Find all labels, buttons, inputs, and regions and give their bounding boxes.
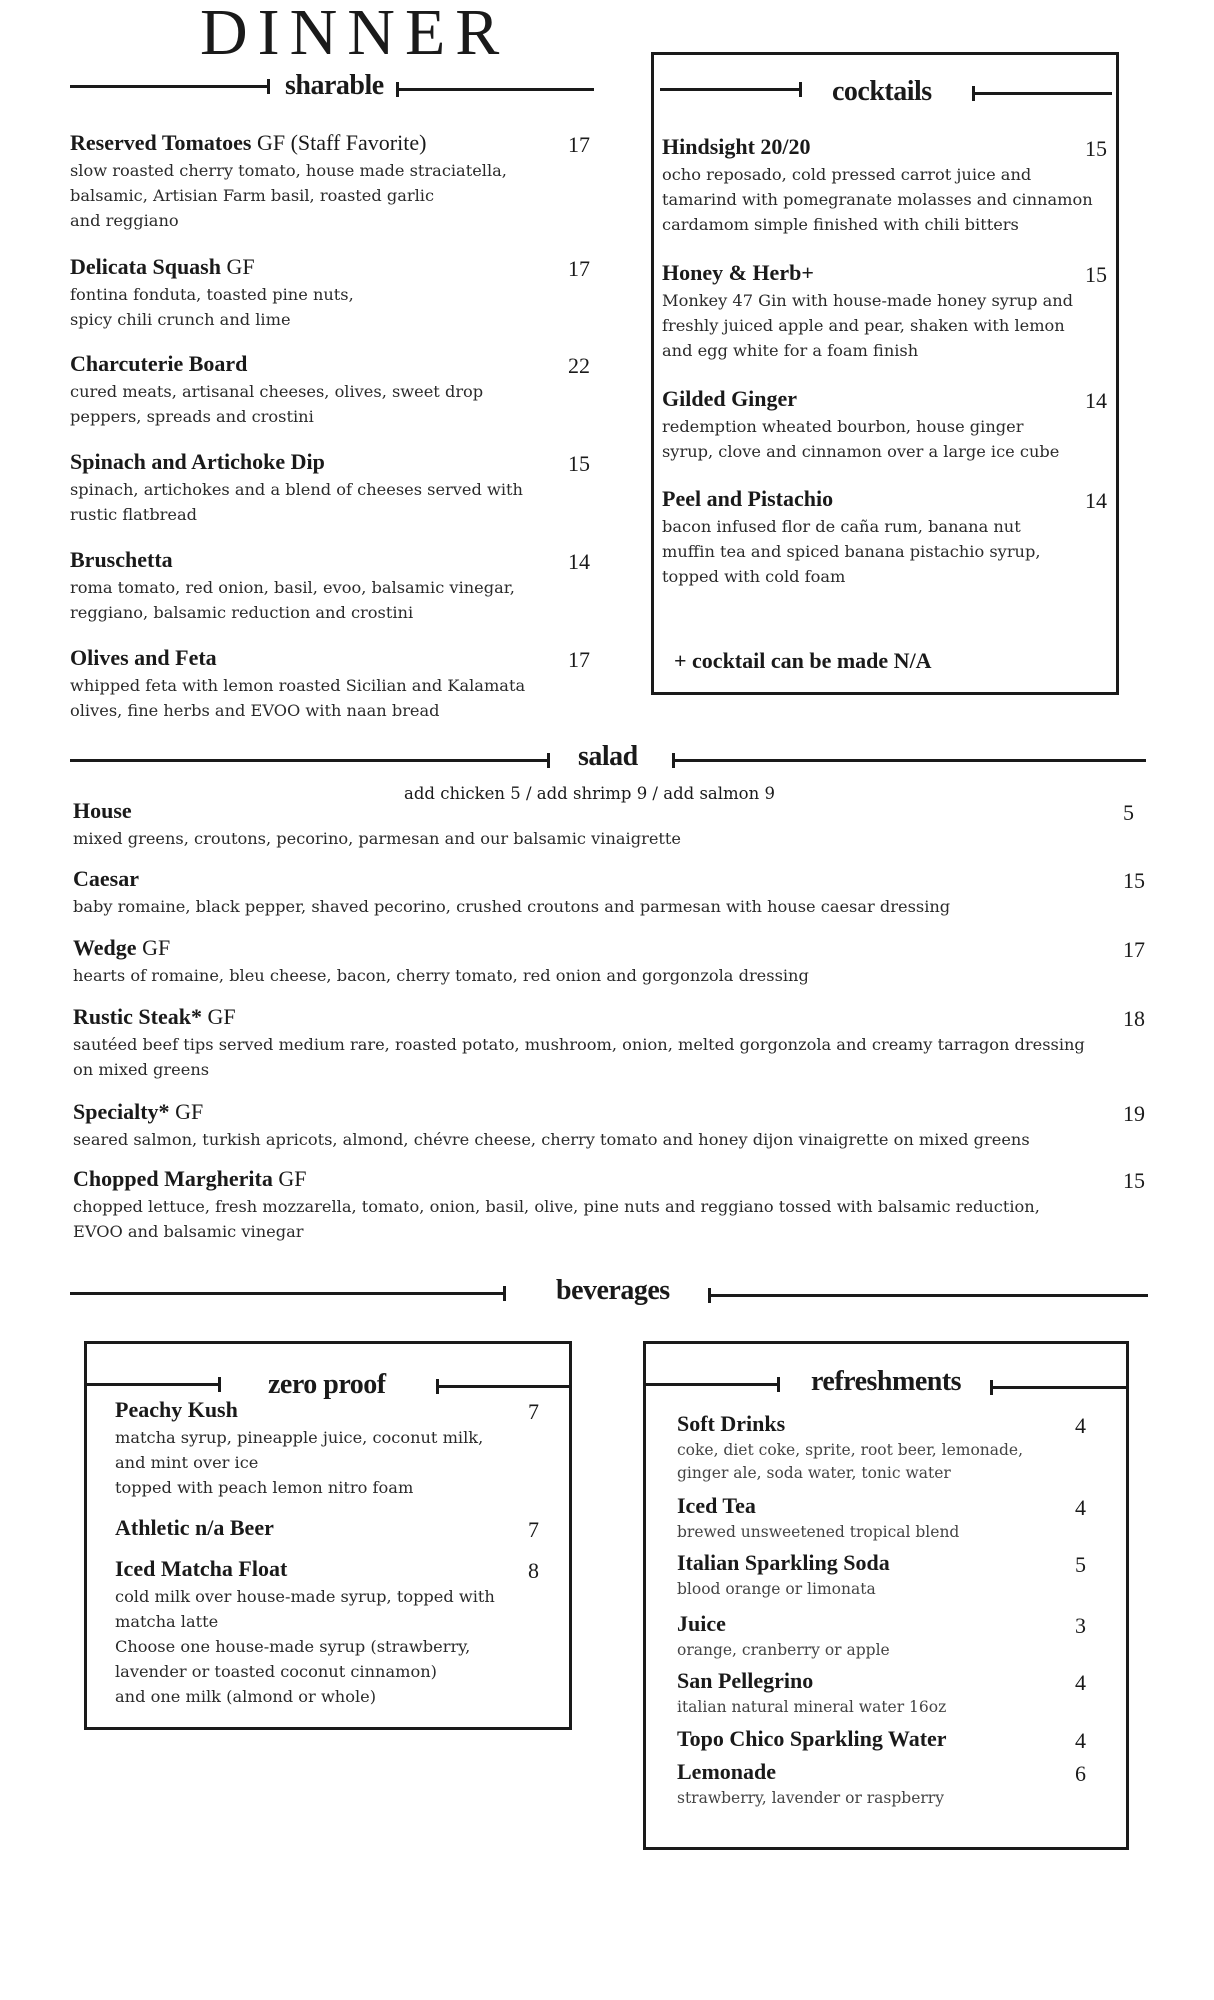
description-line: muffin tea and spiced banana pistachio syrup,: [662, 542, 1041, 561]
item-name-text: Chopped Margherita: [73, 1166, 273, 1191]
refreshments-header: refreshments: [811, 1366, 962, 1397]
description-line: roma tomato, red onion, basil, evoo, balsamic vinegar,: [70, 578, 515, 597]
item-name-text: Peel and Pistachio: [662, 486, 834, 511]
sharable-rule-right: [396, 88, 594, 91]
item-name-text: Rustic Steak*: [73, 1004, 202, 1029]
item-price: 17: [568, 256, 590, 281]
description-line: and reggiano: [70, 211, 179, 230]
item-name-text: Wedge: [73, 935, 137, 960]
menu-item: [677, 1668, 1097, 1719]
description-line: syrup, clove and cinnamon over a large ice cube: [662, 442, 1060, 461]
description-line: sautéed beef tips served medium rare, roasted potato, mushroom, onion, melted gorgonzola and creamy tarragon dressing: [73, 1035, 1085, 1054]
menu-item: [73, 935, 1148, 988]
item-name: [677, 1668, 1097, 1694]
item-name-text: Spinach and Artichoke Dip: [70, 449, 325, 474]
description-line: reggiano, balsamic reduction and crostini: [70, 603, 414, 622]
item-description: [70, 575, 610, 625]
menu-item: [115, 1515, 545, 1541]
item-price: 14: [568, 549, 590, 574]
item-description: [73, 1032, 1148, 1082]
item-description: [70, 282, 610, 332]
item-price: 5: [1123, 800, 1134, 825]
description-line: on mixed greens: [73, 1060, 210, 1079]
description-line: cardamom simple finished with chili bitters: [662, 215, 1019, 234]
item-price: 4: [1075, 1728, 1086, 1753]
item-price: 17: [1123, 937, 1145, 962]
menu-item: [662, 486, 1114, 589]
description-line: italian natural mineral water 16oz: [677, 1698, 947, 1716]
item-description: [73, 894, 1148, 919]
menu-item: [115, 1397, 545, 1500]
item-name-text: Gilded Ginger: [662, 386, 798, 411]
item-price: 15: [568, 451, 590, 476]
description-line: balsamic, Artisian Farm basil, roasted garlic: [70, 186, 435, 205]
description-line: and egg white for a foam finish: [662, 341, 919, 360]
description-line: lavender or toasted coconut cinnamon): [115, 1662, 437, 1681]
item-price: 6: [1075, 1761, 1086, 1786]
description-line: olives, fine herbs and EVOO with naan bread: [70, 701, 440, 720]
menu-item: [70, 351, 610, 429]
item-name: [73, 798, 1148, 824]
item-price: 4: [1075, 1413, 1086, 1438]
cocktail-na-note: + cocktail can be made N/A: [674, 648, 932, 673]
item-name-text: Lemonade: [677, 1759, 776, 1784]
item-name: [662, 134, 1114, 160]
description-line: matcha latte: [115, 1612, 219, 1631]
item-name-text: Charcuterie Board: [70, 351, 248, 376]
menu-item: [73, 1099, 1148, 1152]
item-name-text: Specialty*: [73, 1099, 170, 1124]
item-description: [662, 514, 1114, 589]
zero-proof-rule-right: [436, 1385, 570, 1388]
item-name-text: Soft Drinks: [677, 1411, 786, 1436]
menu-item: [70, 254, 610, 332]
item-name-text: Italian Sparkling Soda: [677, 1550, 890, 1575]
description-line: topped with cold foam: [662, 567, 846, 586]
item-tag: GF: [201, 1004, 236, 1029]
cocktails-rule-right: [972, 92, 1112, 95]
sharable-rule-left: [70, 85, 270, 88]
item-name: [677, 1611, 1097, 1637]
item-name-text: Honey & Herb+: [662, 260, 814, 285]
description-line: orange, cranberry or apple: [677, 1641, 890, 1659]
item-name-text: Delicata Squash: [70, 254, 221, 279]
description-line: chopped lettuce, fresh mozzarella, tomato, onion, basil, olive, pine nuts and reggiano tossed with balsamic reduction,: [73, 1197, 1040, 1216]
item-price: 3: [1075, 1613, 1086, 1638]
item-description: [73, 1127, 1148, 1152]
item-description: [70, 477, 610, 527]
menu-item: [677, 1493, 1097, 1544]
item-name-text: Iced Matcha Float: [115, 1556, 288, 1581]
menu-item: [677, 1611, 1097, 1662]
item-description: [73, 963, 1148, 988]
item-description: [677, 1521, 1097, 1544]
description-line: cured meats, artisanal cheeses, olives, sweet drop: [70, 382, 484, 401]
item-name: [677, 1411, 1097, 1437]
description-line: whipped feta with lemon roasted Sicilian and Kalamata: [70, 676, 526, 695]
beverages-rule-right: [708, 1294, 1148, 1297]
item-price: 14: [1085, 488, 1107, 513]
item-price: 17: [568, 132, 590, 157]
item-name: [70, 547, 610, 573]
item-description: [73, 1194, 1148, 1244]
description-line: EVOO and balsamic vinegar: [73, 1222, 304, 1241]
item-name: [73, 866, 1148, 892]
item-price: 15: [1123, 1168, 1145, 1193]
item-name: [70, 351, 610, 377]
description-line: fontina fonduta, toasted pine nuts,: [70, 285, 354, 304]
item-description: [662, 414, 1114, 464]
description-line: spicy chili crunch and lime: [70, 310, 291, 329]
menu-item: [677, 1759, 1097, 1810]
item-tag: GF: [169, 1099, 204, 1124]
item-name: [70, 130, 610, 156]
item-price: 14: [1085, 388, 1107, 413]
description-line: blood orange or limonata: [677, 1580, 876, 1598]
menu-item: [70, 449, 610, 527]
description-line: tamarind with pomegranate molasses and cinnamon: [662, 190, 1093, 209]
menu-item: [677, 1550, 1097, 1601]
cocktails-rule-left: [660, 88, 802, 91]
description-line: peppers, spreads and crostini: [70, 407, 314, 426]
item-name-text: San Pellegrino: [677, 1668, 814, 1693]
description-line: baby romaine, black pepper, shaved pecorino, crushed croutons and parmesan with house caesar dressing: [73, 897, 951, 916]
item-description: [662, 288, 1114, 363]
item-tag: GF: [272, 1166, 307, 1191]
cocktails-header: cocktails: [832, 76, 932, 107]
item-name-text: Juice: [677, 1611, 726, 1636]
item-name: [73, 1166, 1148, 1192]
zero-proof-header: zero proof: [268, 1369, 386, 1400]
menu-item: [115, 1556, 545, 1709]
salad-addons: add chicken 5 / add shrimp 9 / add salmon 9: [404, 784, 775, 803]
item-price: 22: [568, 353, 590, 378]
item-price: 5: [1075, 1552, 1086, 1577]
item-name: [662, 486, 1114, 512]
description-line: and mint over ice: [115, 1453, 259, 1472]
item-name: [70, 449, 610, 475]
item-price: 15: [1085, 136, 1107, 161]
item-name-text: Bruschetta: [70, 547, 173, 572]
item-description: [70, 379, 610, 429]
refreshments-rule-left: [645, 1383, 780, 1386]
item-name: [115, 1556, 545, 1582]
description-line: freshly juiced apple and pear, shaken with lemon: [662, 316, 1065, 335]
item-name: [73, 1099, 1148, 1125]
item-description: [677, 1639, 1097, 1662]
item-tag: GF: [220, 254, 255, 279]
item-name: [662, 260, 1114, 286]
description-line: ginger ale, soda water, tonic water: [677, 1464, 951, 1482]
description-line: spinach, artichokes and a blend of cheeses served with: [70, 480, 523, 499]
item-name: [677, 1759, 1097, 1785]
item-name-text: Reserved Tomatoes: [70, 130, 252, 155]
description-line: cold milk over house-made syrup, topped with: [115, 1587, 495, 1606]
menu-item: [73, 866, 1148, 919]
menu-item: [662, 386, 1114, 464]
item-price: 7: [528, 1517, 539, 1542]
description-line: Choose one house-made syrup (strawberry,: [115, 1637, 471, 1656]
zero-proof-rule-left: [86, 1383, 221, 1386]
description-line: slow roasted cherry tomato, house made straciatella,: [70, 161, 507, 180]
item-price: 19: [1123, 1101, 1145, 1126]
item-name-text: Iced Tea: [677, 1493, 756, 1518]
beverages-rule-left: [70, 1292, 506, 1295]
menu-item: [662, 260, 1114, 363]
salad-rule-left: [70, 759, 550, 762]
menu-item: [73, 1166, 1148, 1244]
item-description: [70, 158, 610, 233]
refreshments-rule-right: [990, 1386, 1127, 1389]
menu-item: [677, 1411, 1097, 1485]
item-description: [662, 162, 1114, 237]
menu-item: [73, 798, 1148, 851]
item-name-text: Topo Chico Sparkling Water: [677, 1726, 947, 1751]
description-line: matcha syrup, pineapple juice, coconut milk,: [115, 1428, 484, 1447]
item-name-text: Hindsight 20/20: [662, 134, 811, 159]
item-description: [115, 1425, 545, 1500]
item-description: [677, 1696, 1097, 1719]
item-description: [677, 1578, 1097, 1601]
menu-item: [677, 1726, 1097, 1752]
item-name: [662, 386, 1114, 412]
item-name-text: Athletic n/a Beer: [115, 1515, 274, 1540]
item-description: [115, 1584, 545, 1709]
item-price: 8: [528, 1558, 539, 1583]
description-line: and one milk (almond or whole): [115, 1687, 377, 1706]
description-line: mixed greens, croutons, pecorino, parmesan and our balsamic vinaigrette: [73, 829, 681, 848]
item-price: 4: [1075, 1670, 1086, 1695]
item-description: [677, 1787, 1097, 1810]
salad-rule-right: [672, 759, 1146, 762]
item-name: [73, 1004, 1148, 1030]
item-name-text: Peachy Kush: [115, 1397, 238, 1422]
item-name: [70, 645, 610, 671]
item-name-text: Olives and Feta: [70, 645, 217, 670]
item-description: [73, 826, 1148, 851]
sharable-header: sharable: [285, 70, 384, 101]
item-description: [70, 673, 610, 723]
item-name: [677, 1550, 1097, 1576]
item-name: [115, 1515, 545, 1541]
salad-header: salad: [578, 741, 638, 772]
description-line: hearts of romaine, bleu cheese, bacon, cherry tomato, red onion and gorgonzola dressing: [73, 966, 809, 985]
description-line: brewed unsweetened tropical blend: [677, 1523, 960, 1541]
menu-item: [70, 130, 610, 233]
description-line: Monkey 47 Gin with house-made honey syrup and: [662, 291, 1074, 310]
item-name: [115, 1397, 545, 1423]
menu-item: [73, 1004, 1148, 1082]
item-price: 15: [1085, 262, 1107, 287]
item-price: 4: [1075, 1495, 1086, 1520]
description-line: ocho reposado, cold pressed carrot juice and: [662, 165, 1032, 184]
beverages-header: beverages: [556, 1275, 670, 1306]
description-line: seared salmon, turkish apricots, almond, chévre cheese, cherry tomato and honey dijon vinaigrette on mixed greens: [73, 1130, 1030, 1149]
menu-item: [70, 547, 610, 625]
description-line: coke, diet coke, sprite, root beer, lemonade,: [677, 1441, 1024, 1459]
item-name-text: Caesar: [73, 866, 139, 891]
item-name: [70, 254, 610, 280]
item-name: [73, 935, 1148, 961]
item-tag: GF: [136, 935, 171, 960]
item-price: 15: [1123, 868, 1145, 893]
description-line: topped with peach lemon nitro foam: [115, 1478, 414, 1497]
description-line: strawberry, lavender or raspberry: [677, 1789, 944, 1807]
item-name: [677, 1726, 1097, 1752]
item-price: 18: [1123, 1006, 1145, 1031]
item-tag: GF (Staff Favorite): [251, 130, 427, 155]
item-name: [677, 1493, 1097, 1519]
menu-item: [662, 134, 1114, 237]
description-line: rustic flatbread: [70, 505, 198, 524]
item-description: [677, 1439, 1097, 1485]
description-line: redemption wheated bourbon, house ginger: [662, 417, 1024, 436]
item-price: 17: [568, 647, 590, 672]
item-name-text: House: [73, 798, 132, 823]
description-line: bacon infused flor de caña rum, banana nut: [662, 517, 1021, 536]
menu-title: DINNER: [200, 0, 510, 69]
menu-item: [70, 645, 610, 723]
item-price: 7: [528, 1399, 539, 1424]
